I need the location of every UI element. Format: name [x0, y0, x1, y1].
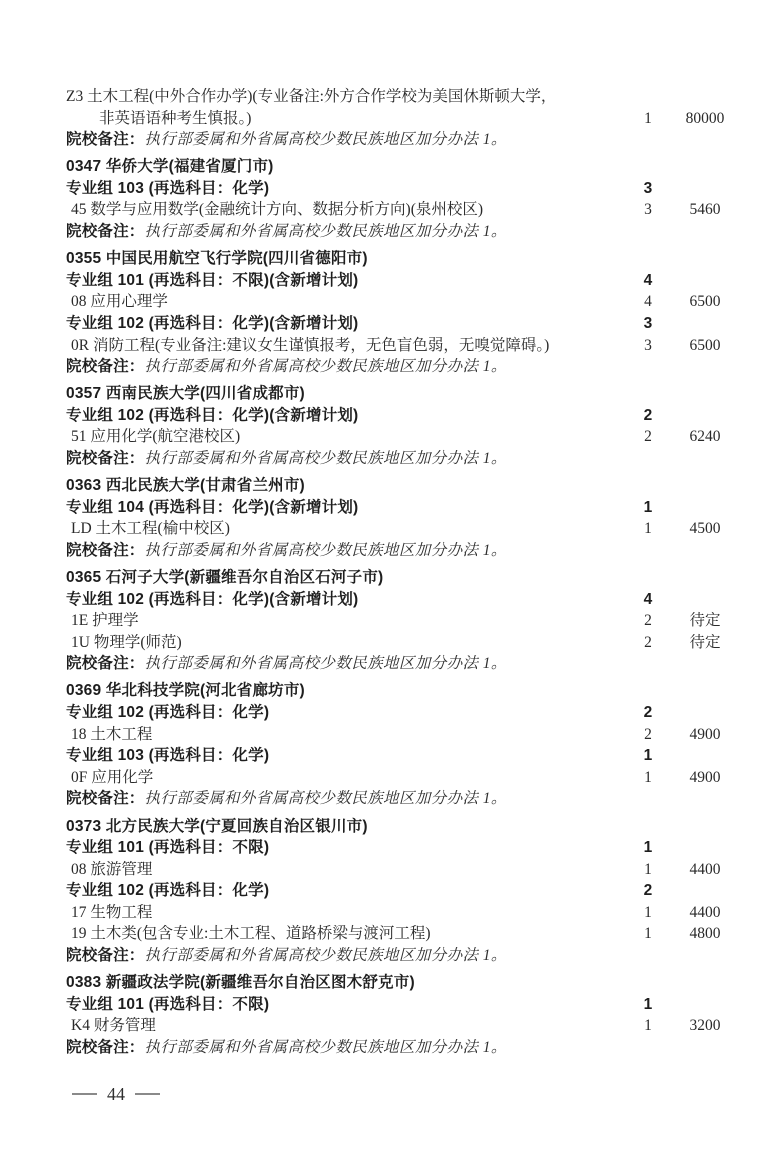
remark-text: 执行部委属和外省属高校少数民族地区加分办法 1。 — [144, 450, 507, 467]
college-remark-row — [66, 540, 742, 562]
fee-cell: 4500 — [689, 520, 721, 538]
quota-cell: 1 — [644, 768, 652, 786]
major-group-row — [66, 702, 742, 724]
remark-text-cell — [66, 540, 628, 562]
row-text: 专业组 101 (再选科目：不限)(含新增计划) — [66, 271, 359, 289]
fee-cell: 4400 — [689, 860, 721, 878]
fee-cell: 80000 — [685, 109, 725, 127]
quota-cell: 3 — [643, 179, 653, 197]
university-header-row — [66, 475, 742, 497]
row-text: Z3 土木工程(中外合作办学)(专业备注:外方合作学校为美国休斯顿大学， — [66, 88, 557, 105]
major-row — [66, 518, 742, 540]
remark-text-cell — [66, 448, 628, 470]
major-row — [66, 1015, 742, 1037]
college-remark-row — [66, 788, 742, 810]
college-remark-row — [66, 356, 742, 378]
fee-cell: 待定 — [689, 633, 721, 651]
university-name: 0365 石河子大学(新疆维吾尔自治区石河子市) — [66, 568, 384, 586]
major-group-row — [66, 837, 742, 859]
college-remark-row — [66, 945, 742, 967]
university-section — [66, 475, 742, 561]
major-group-row — [66, 745, 742, 767]
fee-cell: 6240 — [689, 428, 721, 446]
university-header-row — [66, 156, 742, 178]
fee-cell: 4900 — [689, 725, 721, 743]
university-section — [66, 816, 742, 967]
university-name: 0373 北方民族大学(宁夏回族自治区银川市) — [66, 817, 368, 835]
major-row — [66, 291, 742, 313]
quota-cell: 3 — [644, 201, 652, 219]
footer-dash-left — [72, 1093, 97, 1095]
quota-cell: 2 — [644, 725, 652, 743]
row-text: 非英语语种考生慎报。) — [99, 109, 252, 127]
footer-dash-right — [135, 1093, 160, 1095]
remark-text: 执行部委属和外省属高校少数民族地区加分办法 1。 — [144, 947, 507, 965]
major-row — [66, 632, 742, 654]
row-text: 专业组 102 (再选科目：化学) — [66, 882, 270, 900]
row-text: 08 旅游管理 — [71, 860, 153, 878]
fee-cell: 3200 — [689, 1017, 721, 1035]
remark-label: 院校备注： — [66, 655, 145, 673]
quota-cell: 1 — [644, 925, 652, 943]
row-text: 专业组 101 (再选科目：不限) — [66, 995, 270, 1013]
major-row — [66, 335, 742, 357]
row-text: 专业组 102 (再选科目：化学)(含新增计划) — [66, 314, 359, 332]
row-text: 专业组 102 (再选科目：化学)(含新增计划) — [66, 590, 359, 608]
quota-cell: 1 — [643, 995, 653, 1013]
university-section — [66, 248, 742, 378]
university-name: 0369 华北科技学院(河北省廊坊市) — [66, 682, 305, 700]
remark-label: 院校备注： — [66, 541, 145, 559]
row-text: 1E 护理学 — [71, 612, 139, 630]
row-text: 专业组 102 (再选科目：化学) — [66, 704, 270, 722]
remark-text: 执行部委属和外省属高校少数民族地区加分办法 1。 — [144, 358, 507, 376]
row-text: 0R 消防工程(专业备注:建议女生谨慎报考，无色盲色弱，无嗅觉障碍。) — [71, 336, 550, 354]
row-text: 专业组 104 (再选科目：化学)(含新增计划) — [66, 498, 359, 516]
quota-cell: 4 — [644, 293, 652, 311]
quota-cell: 1 — [644, 109, 652, 127]
major-group-row — [66, 589, 742, 611]
row-text: 17 生物工程 — [71, 903, 153, 921]
row-text: 专业组 101 (再选科目：不限) — [66, 839, 270, 857]
remark-text: 执行部委属和外省属高校少数民族地区加分办法 1。 — [144, 131, 507, 149]
university-section — [66, 156, 742, 242]
row-text: 45 数学与应用数学(金融统计方向、数据分析方向)(泉州校区) — [71, 201, 484, 219]
remark-text-cell — [66, 1037, 628, 1059]
university-section — [66, 680, 742, 810]
quota-cell: 4 — [643, 590, 653, 608]
row-text: 08 应用心理学 — [71, 293, 168, 311]
quota-cell: 1 — [643, 498, 653, 516]
university-name: 0363 西北民族大学(甘肃省兰州市) — [66, 477, 305, 495]
major-row — [66, 724, 742, 746]
major-row — [66, 902, 742, 924]
remark-label: 院校备注： — [66, 1038, 145, 1056]
university-name: 0347 华侨大学(福建省厦门市) — [66, 158, 274, 176]
remark-text: 执行部委属和外省属高校少数民族地区加分办法 1。 — [144, 790, 507, 808]
quota-cell: 1 — [643, 747, 653, 765]
remark-text: 执行部委属和外省属高校少数民族地区加分办法 1。 — [144, 223, 507, 241]
quota-cell: 1 — [644, 1017, 652, 1035]
remark-label: 院校备注： — [66, 450, 145, 467]
major-row — [66, 426, 742, 448]
university-section — [66, 383, 742, 469]
college-remark-row — [66, 448, 742, 470]
remark-label: 院校备注： — [66, 790, 145, 808]
college-remark-row — [66, 129, 742, 151]
major-group-row — [66, 313, 742, 335]
quota-cell: 2 — [643, 704, 653, 722]
row-text: LD 土木工程(榆中校区) — [71, 520, 230, 538]
fee-cell: 待定 — [689, 612, 721, 630]
major-group-row — [66, 270, 742, 292]
fee-cell: 5460 — [689, 201, 721, 219]
remark-label: 院校备注： — [66, 223, 145, 241]
university-name: 0355 中国民用航空飞行学院(四川省德阳市) — [66, 250, 368, 268]
quota-cell: 1 — [644, 903, 652, 921]
major-group-row — [66, 405, 742, 427]
major-row — [66, 859, 742, 881]
quota-cell: 3 — [644, 336, 652, 354]
major-row-continuation — [66, 108, 742, 130]
university-header-row — [66, 816, 742, 838]
major-row-wrapped-line — [66, 86, 742, 108]
row-text: 0F 应用化学 — [71, 768, 154, 786]
quota-cell: 2 — [644, 612, 652, 630]
remark-text-cell — [66, 356, 628, 378]
remark-text: 执行部委属和外省属高校少数民族地区加分办法 1。 — [144, 1038, 507, 1056]
remark-text-cell — [66, 221, 628, 243]
university-header-row — [66, 680, 742, 702]
quota-cell: 2 — [643, 882, 653, 900]
remark-text-cell — [66, 129, 628, 151]
row-text: 专业组 103 (再选科目：化学) — [66, 179, 270, 197]
quota-cell: 3 — [643, 314, 653, 332]
remark-text: 执行部委属和外省属高校少数民族地区加分办法 1。 — [144, 655, 507, 673]
university-section — [66, 86, 742, 151]
row-text: 1U 物理学(师范) — [71, 633, 182, 651]
college-remark-row — [66, 653, 742, 675]
admission-list — [66, 86, 742, 1059]
major-group-row — [66, 880, 742, 902]
university-header-row — [66, 248, 742, 270]
remark-label: 院校备注： — [66, 131, 145, 149]
row-text: 51 应用化学(航空港校区) — [71, 428, 241, 446]
row-text: 19 土木类(包含专业:土木工程、道路桥梁与渡河工程) — [71, 925, 431, 943]
fee-cell: 4800 — [689, 925, 721, 943]
fee-cell: 6500 — [689, 293, 721, 311]
fee-cell: 6500 — [689, 336, 721, 354]
row-text: 18 土木工程 — [71, 725, 153, 743]
remark-text-cell — [66, 788, 628, 810]
quota-cell: 1 — [643, 839, 653, 857]
page-number: 44 — [107, 1084, 125, 1104]
university-header-row — [66, 383, 742, 405]
remark-label: 院校备注： — [66, 947, 145, 965]
quota-cell: 2 — [644, 428, 652, 446]
quota-cell: 1 — [644, 860, 652, 878]
major-group-row — [66, 994, 742, 1016]
quota-cell: 2 — [644, 633, 652, 651]
row-text: 专业组 103 (再选科目：化学) — [66, 747, 270, 765]
university-name: 0383 新疆政法学院(新疆维吾尔自治区图木舒克市) — [66, 974, 415, 992]
university-section — [66, 972, 742, 1058]
university-name: 0357 西南民族大学(四川省成都市) — [66, 385, 305, 403]
university-header-row — [66, 567, 742, 589]
fee-cell: 4400 — [689, 903, 721, 921]
remark-text: 执行部委属和外省属高校少数民族地区加分办法 1。 — [144, 541, 507, 559]
remark-text-cell — [66, 945, 628, 967]
major-row — [66, 923, 742, 945]
college-remark-row — [66, 1037, 742, 1059]
quota-cell: 1 — [644, 520, 652, 538]
major-row — [66, 610, 742, 632]
remark-text-cell — [66, 653, 628, 675]
college-remark-row — [66, 221, 742, 243]
quota-cell: 4 — [643, 271, 653, 289]
university-header-row — [66, 972, 742, 994]
fee-cell: 4900 — [689, 768, 721, 786]
major-group-row — [66, 497, 742, 519]
major-row — [66, 767, 742, 789]
major-row — [66, 199, 742, 221]
page-footer — [72, 1083, 160, 1105]
university-section — [66, 567, 742, 675]
quota-cell: 2 — [643, 406, 653, 424]
row-text: 专业组 102 (再选科目：化学)(含新增计划) — [66, 406, 359, 424]
row-text: K4 财务管理 — [71, 1017, 156, 1035]
remark-label: 院校备注： — [66, 358, 145, 376]
major-group-row — [66, 178, 742, 200]
